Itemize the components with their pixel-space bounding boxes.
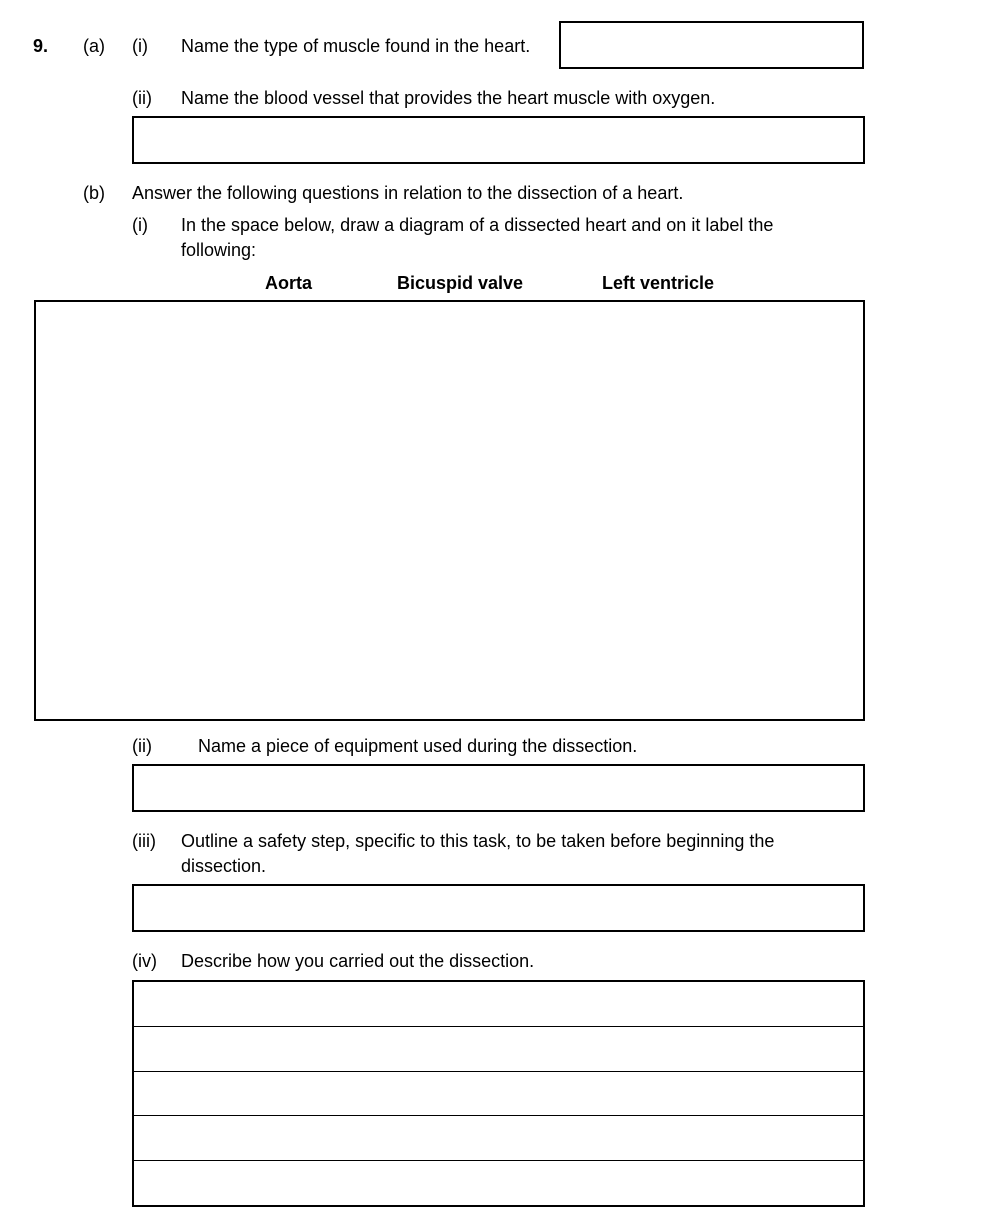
answer-box-b-iii[interactable] [132,884,865,932]
part-b-ii-question: Name a piece of equipment used during the dissection. [198,736,638,756]
part-b-i-label: (i) [132,215,148,235]
part-b-i-question-line1: In the space below, draw a diagram of a dissected heart and on it label the [181,215,774,235]
part-a-i-question: Name the type of muscle found in the heart. [181,36,531,56]
label-left-ventricle: Left ventricle [602,273,715,293]
part-b-iii-question-line1: Outline a safety step, specific to this task, to be taken before beginning the [181,831,775,851]
answer-line[interactable] [134,1072,863,1117]
diagram-drawing-area[interactable] [34,300,865,721]
answer-line[interactable] [134,982,863,1027]
question-number: 9. [33,36,49,56]
answer-line[interactable] [134,1161,863,1205]
part-a-ii-question: Name the blood vessel that provides the heart muscle with oxygen. [181,88,716,108]
answer-box-a-i[interactable] [559,21,864,69]
answer-box-b-ii[interactable] [132,764,865,812]
part-b-i-question-line2: following: [181,240,257,260]
answer-box-a-ii[interactable] [132,116,865,164]
part-b-ii-label: (ii) [132,736,152,756]
part-b-iii-question-line2: dissection. [181,856,267,876]
answer-line[interactable] [134,1027,863,1072]
answer-line[interactable] [134,1116,863,1161]
part-b-iv-question: Describe how you carried out the dissection. [181,951,535,971]
part-b-intro: Answer the following questions in relation to the dissection of a heart. [132,183,684,203]
label-aorta: Aorta [265,273,313,293]
part-b-label: (b) [83,183,105,203]
label-bicuspid-valve: Bicuspid valve [397,273,524,293]
part-a-ii-label: (ii) [132,88,152,108]
part-b-iii-label: (iii) [132,831,156,851]
part-a-i-label: (i) [132,36,148,56]
answer-lines-b-iv [132,980,865,1207]
part-a-label: (a) [83,36,105,56]
part-b-iv-label: (iv) [132,951,157,971]
